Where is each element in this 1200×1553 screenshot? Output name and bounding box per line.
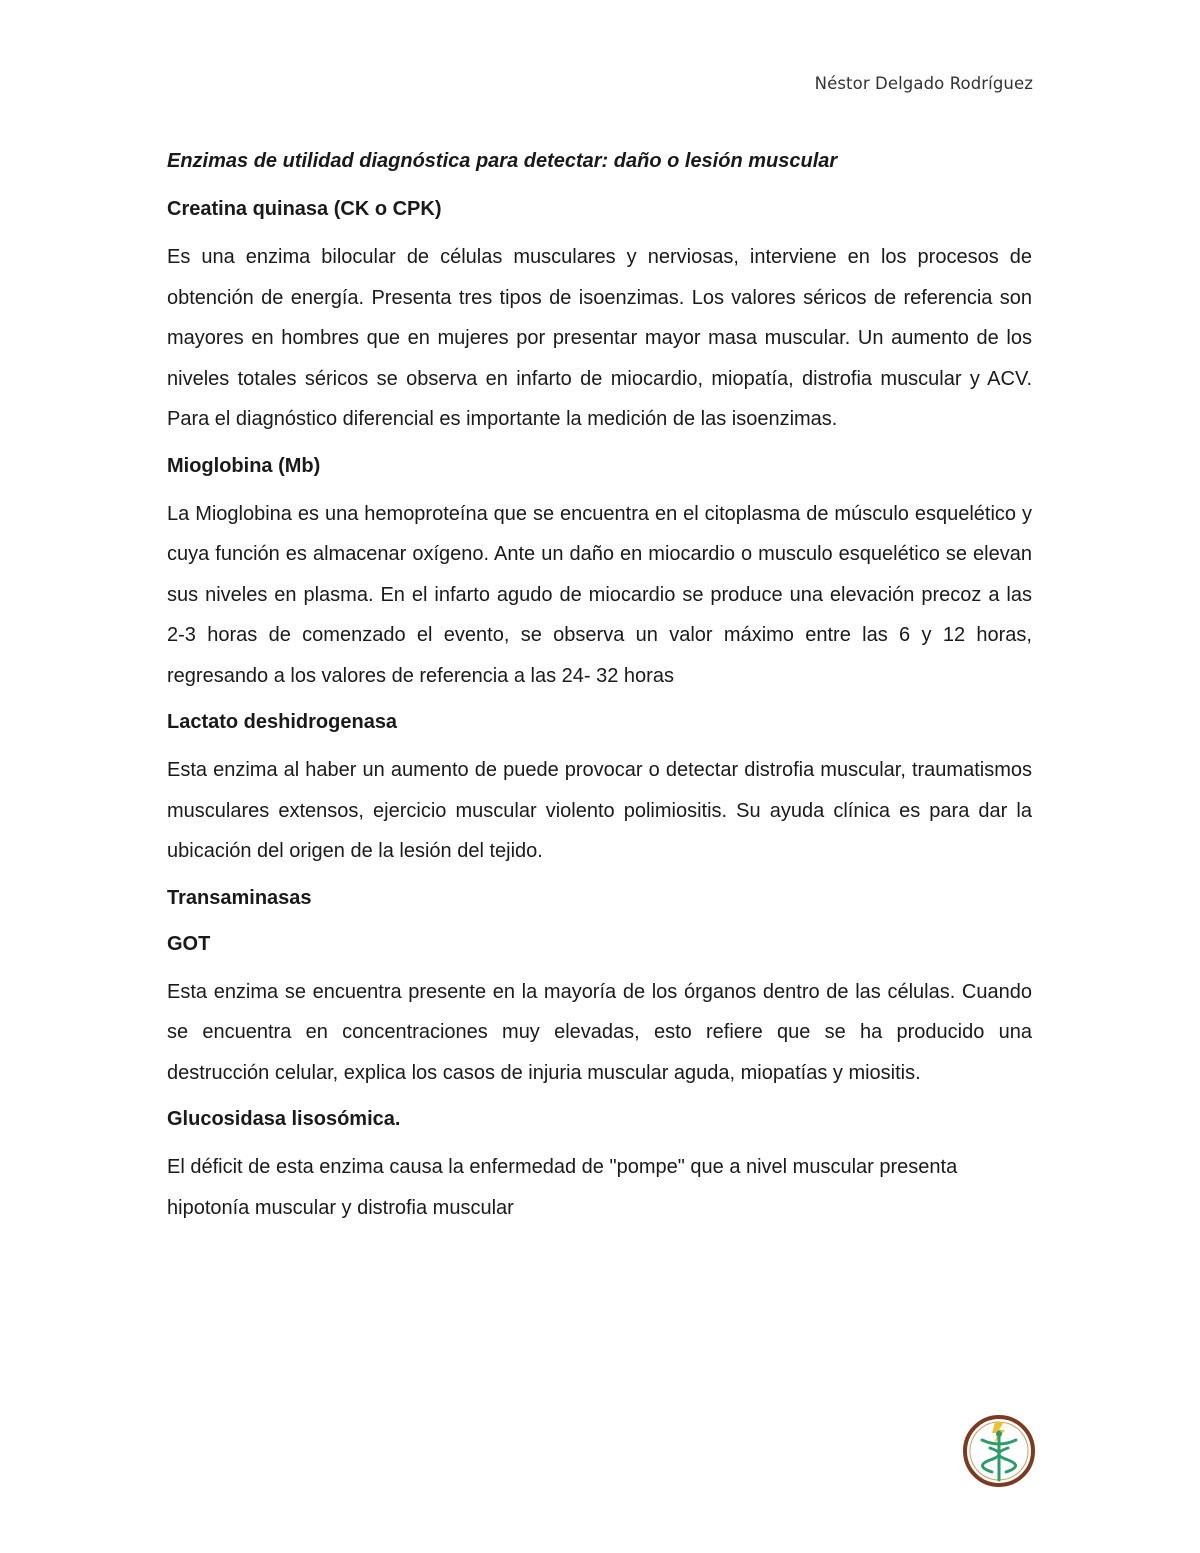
section-body-ck: Es una enzima bilocular de células musculares y nerviosas, interviene en los procesos de obtención de energía. Presenta tres tipos de isoenzimas. Los valores séricos de referencia son mayores en hombres que en mujeres por presentar mayor masa muscular. Un aumento de los niveles totales séricos se observa en infarto de miocardio, miopatía, distrofia muscular y ACV. Para el diagnóstico diferencial es importante la medición de las isoenzimas. [167,246,1032,430]
section-heading-glucosidasa: Glucosidasa lisosómica. [167,1108,401,1130]
header-author: Néstor Delgado Rodríguez [814,74,1033,93]
logo-svg [962,1414,1036,1488]
caduceus-emblem-icon [962,1414,1036,1488]
section-body-ldh: Esta enzima al haber un aumento de puede provocar o detectar distrofia muscular, traumatismos musculares extensos, ejercicio muscular violento polimiositis. Su ayuda clínica es para dar la ubicación del origen de la lesión del tejido. [167,759,1032,862]
section-body-got: Esta enzima se encuentra presente en la mayoría de los órganos dentro de las células. Cuando se encuentra en concentraciones muy elevadas, esto refiere que se ha producido una destrucción celular, explica los casos de injuria muscular aguda, miopatías y miositis. [167,980,1032,1084]
section-heading-mioglobina: Mioglobina (Mb) [167,454,321,477]
caduceus-top [996,1431,1002,1437]
section-heading-ldh: Lactato deshidrogenasa [167,711,398,733]
section-heading-got: GOT [167,932,211,955]
section-body-glucosidasa: El déficit de esta enzima causa la enfermedad de "pompe" que a nivel muscular presenta hipotonía muscular y distrofia muscular [167,1156,958,1219]
document-title: Enzimas de utilidad diagnóstica para detectar: daño o lesión muscular [167,150,838,172]
section-body-mioglobina: La Mioglobina es una hemoproteína que se encuentra en el citoplasma de músculo esquelético y cuya función es almacenar oxígeno. Ante un daño en miocardio o musculo esquelético se elevan sus niveles en plasma. En el infarto agudo de miocardio se produce una elevación precoz a las 2-3 horas de comenzado el evento, se observa un valor máximo entre las 6 y 12 horas, regresando a los valores de referencia a las 24- 32 horas [167,502,1032,687]
section-heading-transaminasas: Transaminasas [167,886,312,909]
section-heading-ck: Creatina quinasa (CK o CPK) [167,198,442,220]
document-body [167,143,1032,1236]
